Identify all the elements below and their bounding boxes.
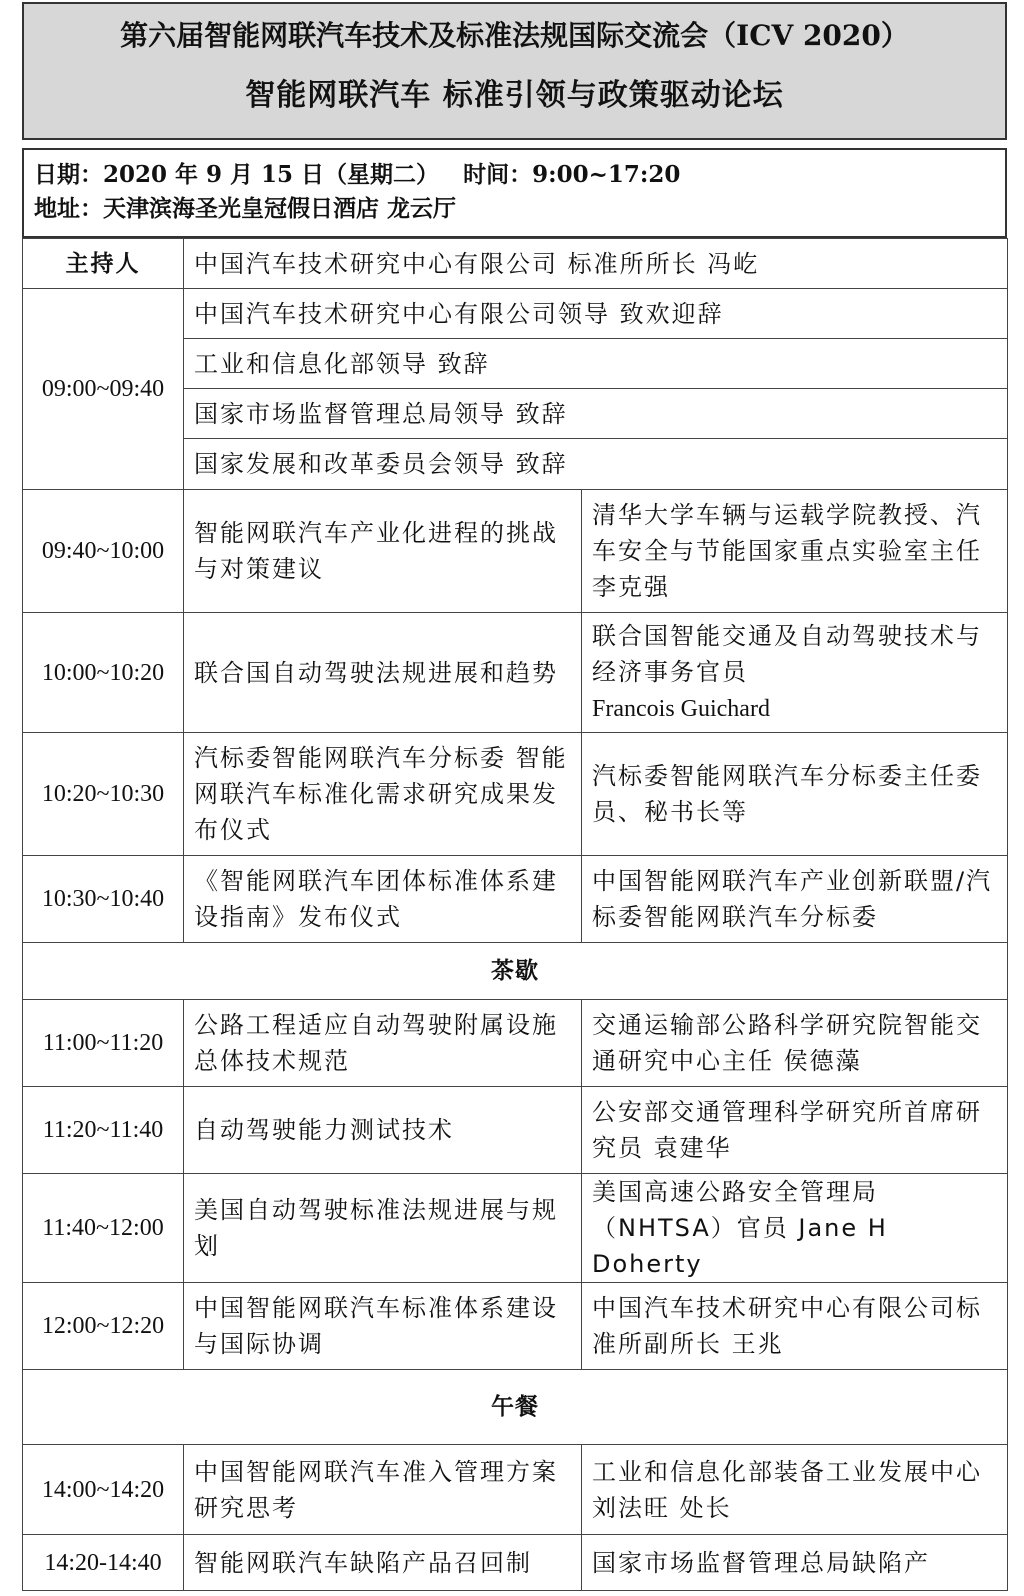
conference-title: 第六届智能网联汽车技术及标准法规国际交流会（ICV 2020） [120,19,909,52]
opening-time: 09:00~09:40 [23,289,184,490]
session-row [23,1445,1008,1535]
session-topic: 智能网联汽车缺陷产品召回制 [184,1535,582,1591]
session-speaker: 国家市场监督管理总局缺陷产 [582,1535,1008,1591]
session-speaker: 公安部交通管理科学研究所首席研究员 袁建华 [582,1087,1008,1174]
session-row [23,1535,1008,1591]
speaker-name-en: Francois Guichard [592,696,770,722]
session-row [23,1174,1008,1283]
session-time: 14:20-14:40 [23,1535,184,1591]
session-time: 10:30~10:40 [23,856,184,943]
session-time: 10:20~10:30 [23,733,184,856]
session-row [23,733,1008,856]
session-speaker: 清华大学车辆与运载学院教授、汽车安全与节能国家重点实验室主任 李克强 [582,490,1008,613]
session-topic: 中国智能网联汽车准入管理方案研究思考 [184,1445,582,1535]
session-time: 12:00~12:20 [23,1283,184,1370]
session-row [23,1283,1008,1370]
opening-item: 中国汽车技术研究中心有限公司领导 致欢迎辞 [184,289,1008,339]
session-time: 14:00~14:20 [23,1445,184,1535]
date-time-line: 日期：2020 年 9 月 15 日（星期二） 时间：9:00~17:20 [34,161,681,188]
agenda-table [22,238,1008,1591]
session-row [23,613,1008,733]
session-topic: 联合国自动驾驶法规进展和趋势 [184,613,582,733]
session-row [23,490,1008,613]
session-time: 11:20~11:40 [23,1087,184,1174]
session-speaker: 工业和信息化部装备工业发展中心 刘法旺 处长 [582,1445,1008,1535]
forum-title: 智能网联汽车 标准引领与政策驱动论坛 [245,78,784,113]
host-label: 主持人 [23,239,184,289]
session-speaker: 交通运输部公路科学研究院智能交通研究中心主任 侯德藻 [582,1000,1008,1087]
session-topic: 《智能网联汽车团体标准体系建设指南》发布仪式 [184,856,582,943]
session-topic: 自动驾驶能力测试技术 [184,1087,582,1174]
session-time: 09:40~10:00 [23,490,184,613]
speaker-text: 联合国智能交通及自动驾驶技术与经济事务官员 [592,622,982,686]
session-speaker: 汽标委智能网联汽车分标委主任委员、秘书长等 [582,733,1008,856]
tea-break-label: 茶歇 [23,943,1008,1000]
session-time: 11:40~12:00 [23,1174,184,1283]
session-topic: 汽标委智能网联汽车分标委 智能网联汽车标准化需求研究成果发布仪式 [184,733,582,856]
agenda-sheet [22,2,1007,1591]
event-info [22,148,1007,238]
session-speaker: 美国高速公路安全管理局（NHTSA）官员 Jane H Doherty [582,1174,1008,1283]
session-speaker: 中国智能网联汽车产业创新联盟/汽标委智能网联汽车分标委 [582,856,1008,943]
opening-item: 国家发展和改革委员会领导 致辞 [184,439,1008,490]
session-topic: 公路工程适应自动驾驶附属设施总体技术规范 [184,1000,582,1087]
session-time: 10:00~10:20 [23,613,184,733]
break-row [23,943,1008,1000]
session-row [23,1087,1008,1174]
session-topic: 美国自动驾驶标准法规进展与规划 [184,1174,582,1283]
opening-item: 工业和信息化部领导 致辞 [184,339,1008,389]
session-time: 11:00~11:20 [23,1000,184,1087]
session-row [23,1000,1008,1087]
agenda-header [22,2,1007,140]
host-value: 中国汽车技术研究中心有限公司 标准所所长 冯屹 [184,239,1008,289]
lunch-break-label: 午餐 [23,1370,1008,1445]
opening-row [23,289,1008,339]
session-topic: 智能网联汽车产业化进程的挑战与对策建议 [184,490,582,613]
session-topic: 中国智能网联汽车标准体系建设与国际协调 [184,1283,582,1370]
session-speaker: 中国汽车技术研究中心有限公司标准所副所长 王兆 [582,1283,1008,1370]
opening-item: 国家市场监督管理总局领导 致辞 [184,389,1008,439]
break-row [23,1370,1008,1445]
session-speaker [582,613,1008,733]
session-row [23,856,1008,943]
host-row [23,239,1008,289]
address-line: 地址：天津滨海圣光皇冠假日酒店 龙云厅 [34,195,457,222]
